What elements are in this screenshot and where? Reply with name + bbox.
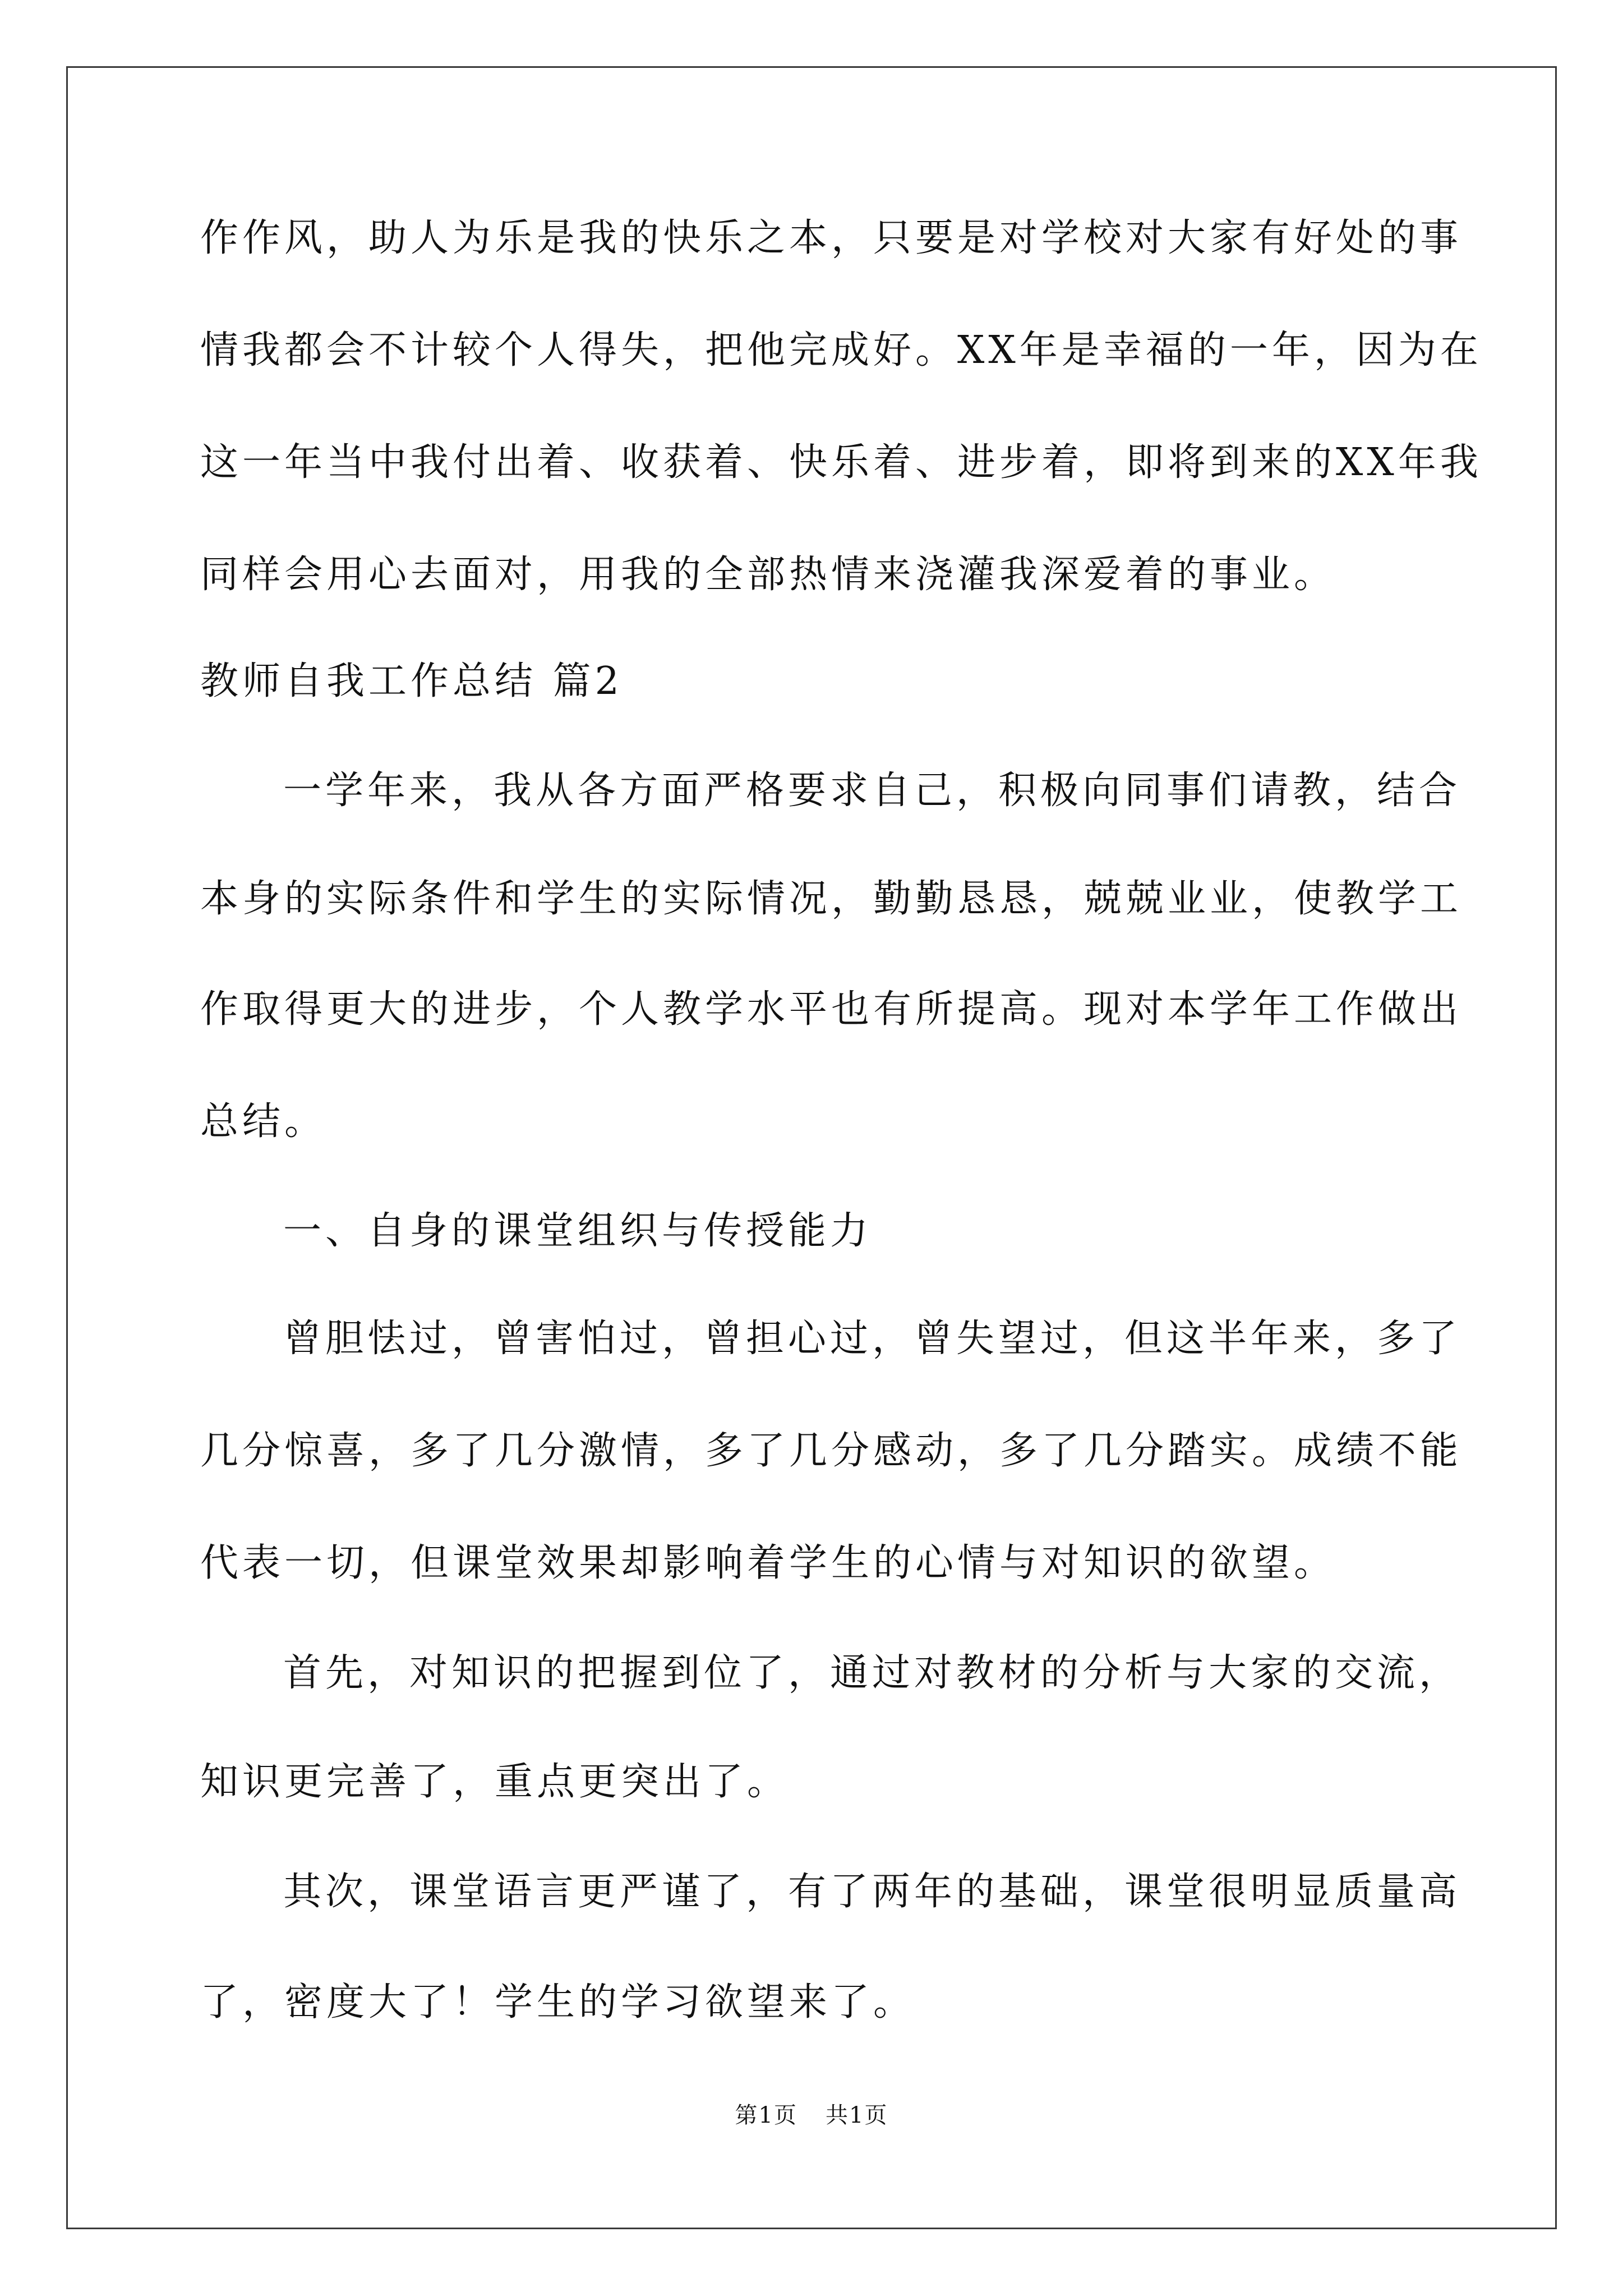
text-line: 同样会用心去面对，用我的全部热情来浇灌我深爱着的事业。 [200,553,1336,597]
page-number-current: 第1页 [735,2102,797,2128]
text-line: 代表一切，但课堂效果却影响着学生的心情与对知识的欲望。 [200,1541,1336,1585]
section-heading: 教师自我工作总结 篇2 [200,659,623,703]
text-line: 曾胆怯过，曾害怕过，曾担心过，曾失望过，但这半年来，多了 [283,1317,1461,1361]
text-line: 知识更完善了，重点更突出了。 [200,1760,790,1804]
text-line: 总结。 [200,1099,327,1144]
text-line: 情我都会不计较个人得失，把他完成好。XX年是幸福的一年，因为在 [200,328,1482,372]
text-line: 几分惊喜，多了几分激情，多了几分感动，多了几分踏实。成绩不能 [200,1429,1463,1473]
text-line: 了，密度大了！学生的学习欲望来了。 [200,1980,916,2024]
subsection-heading: 一、自身的课堂组织与传授能力 [283,1209,873,1253]
text-line: 首先，对知识的把握到位了，通过对教材的分析与大家的交流， [283,1651,1461,1695]
text-line: 作作风，助人为乐是我的快乐之本，只要是对学校对大家有好处的事 [200,216,1463,260]
text-line: 这一年当中我付出着、收获着、快乐着、进步着，即将到来的XX年我 [200,440,1482,485]
text-line: 一学年来，我从各方面严格要求自己，积极向同事们请教，结合 [283,769,1461,813]
text-line: 其次，课堂语言更严谨了，有了两年的基础，课堂很明显质量高 [283,1870,1461,1914]
text-line: 本身的实际条件和学生的实际情况，勤勤恳恳，兢兢业业，使教学工 [200,877,1463,921]
page-number-total: 共1页 [826,2102,888,2128]
page-footer [0,2102,1623,2129]
text-line: 作取得更大的进步，个人教学水平也有所提高。现对本学年工作做出 [200,987,1463,1032]
